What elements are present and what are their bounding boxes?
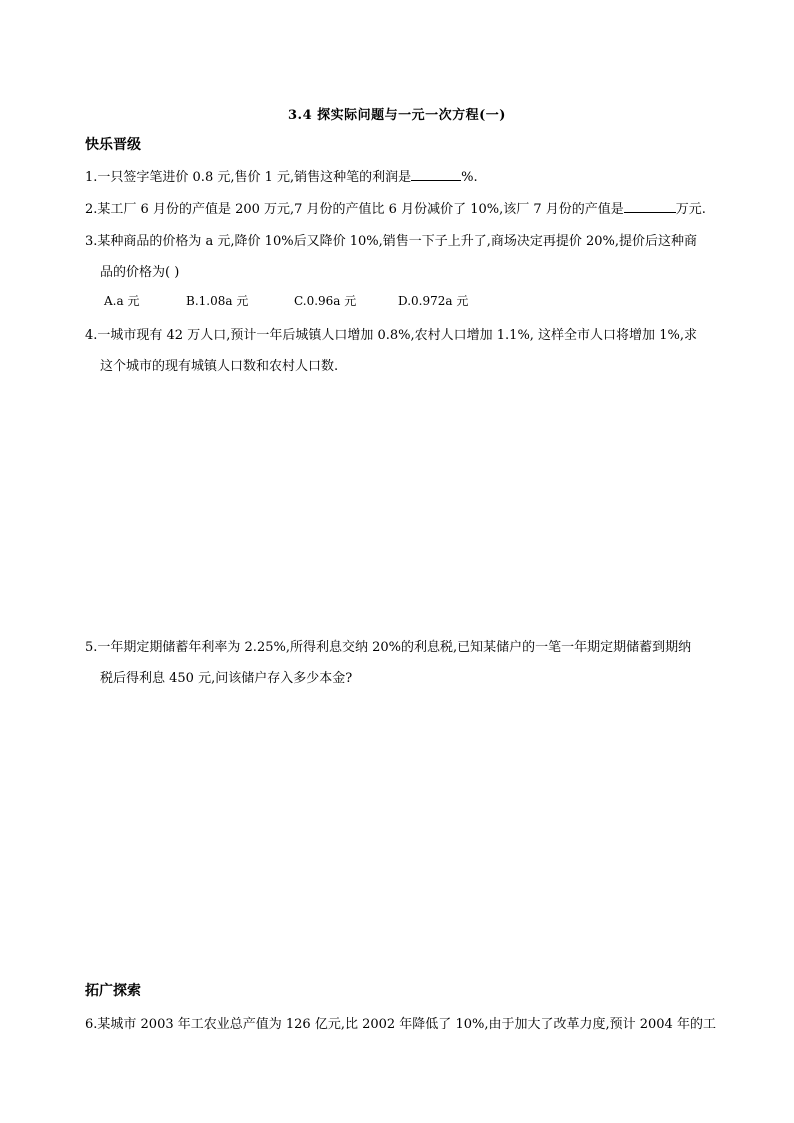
- question-1-suffix: %.: [461, 170, 478, 185]
- choice-b[interactable]: B.1.08a 元: [186, 294, 249, 308]
- question-5-line-2: 税后得利息 450 元,问该储户存入多少本金?: [100, 671, 353, 686]
- question-1: [85, 166, 478, 185]
- question-2-suffix: 万元.: [675, 202, 706, 217]
- question-3-line-1: 3.某种商品的价格为 a 元,降价 10%后又降价 10%,销售一下子上升了,商场决定再提价 20%,提价后这种商: [85, 234, 698, 249]
- question-2: [85, 198, 706, 217]
- question-6-line-1: 6.某城市 2003 年工农业总产值为 126 亿元,比 2002 年降低了 10%,由于加大了改革力度,预计 2004 年的工: [85, 1017, 716, 1032]
- question-3-line-2: 品的价格为( ): [100, 265, 180, 280]
- choice-d[interactable]: D.0.972a 元: [398, 294, 469, 308]
- choice-a[interactable]: A.a 元: [104, 294, 140, 308]
- question-4-line-1: 4.一城市现有 42 万人口,预计一年后城镇人口增加 0.8%,农村人口增加 1.1%, 这样全市人口将增加 1%,求: [85, 328, 697, 343]
- answer-blank-1[interactable]: [411, 168, 461, 181]
- question-2-text: 2.某工厂 6 月份的产值是 200 万元,7 月份的产值比 6 月份减价了 10%,该厂 7 月份的产值是: [85, 202, 624, 217]
- answer-blank-2[interactable]: [624, 200, 676, 213]
- choice-c[interactable]: C.0.96a 元: [294, 294, 357, 308]
- section-heading-extended-exploration: 拓广探索: [85, 983, 141, 999]
- question-4-line-2: 这个城市的现有城镇人口数和农村人口数.: [100, 359, 339, 374]
- page-title: 3.4 探实际问题与一元一次方程(一): [288, 108, 506, 123]
- question-3-choices: [104, 292, 488, 309]
- question-1-text: 1.一只签字笔进价 0.8 元,售价 1 元,销售这种笔的利润是: [85, 170, 412, 185]
- section-heading-happy-advance: 快乐晋级: [85, 137, 141, 153]
- question-5-line-1: 5.一年期定期储蓄年利率为 2.25%,所得利息交纳 20%的利息税,已知某储户的一笔一年期定期储蓄到期纳: [85, 640, 692, 655]
